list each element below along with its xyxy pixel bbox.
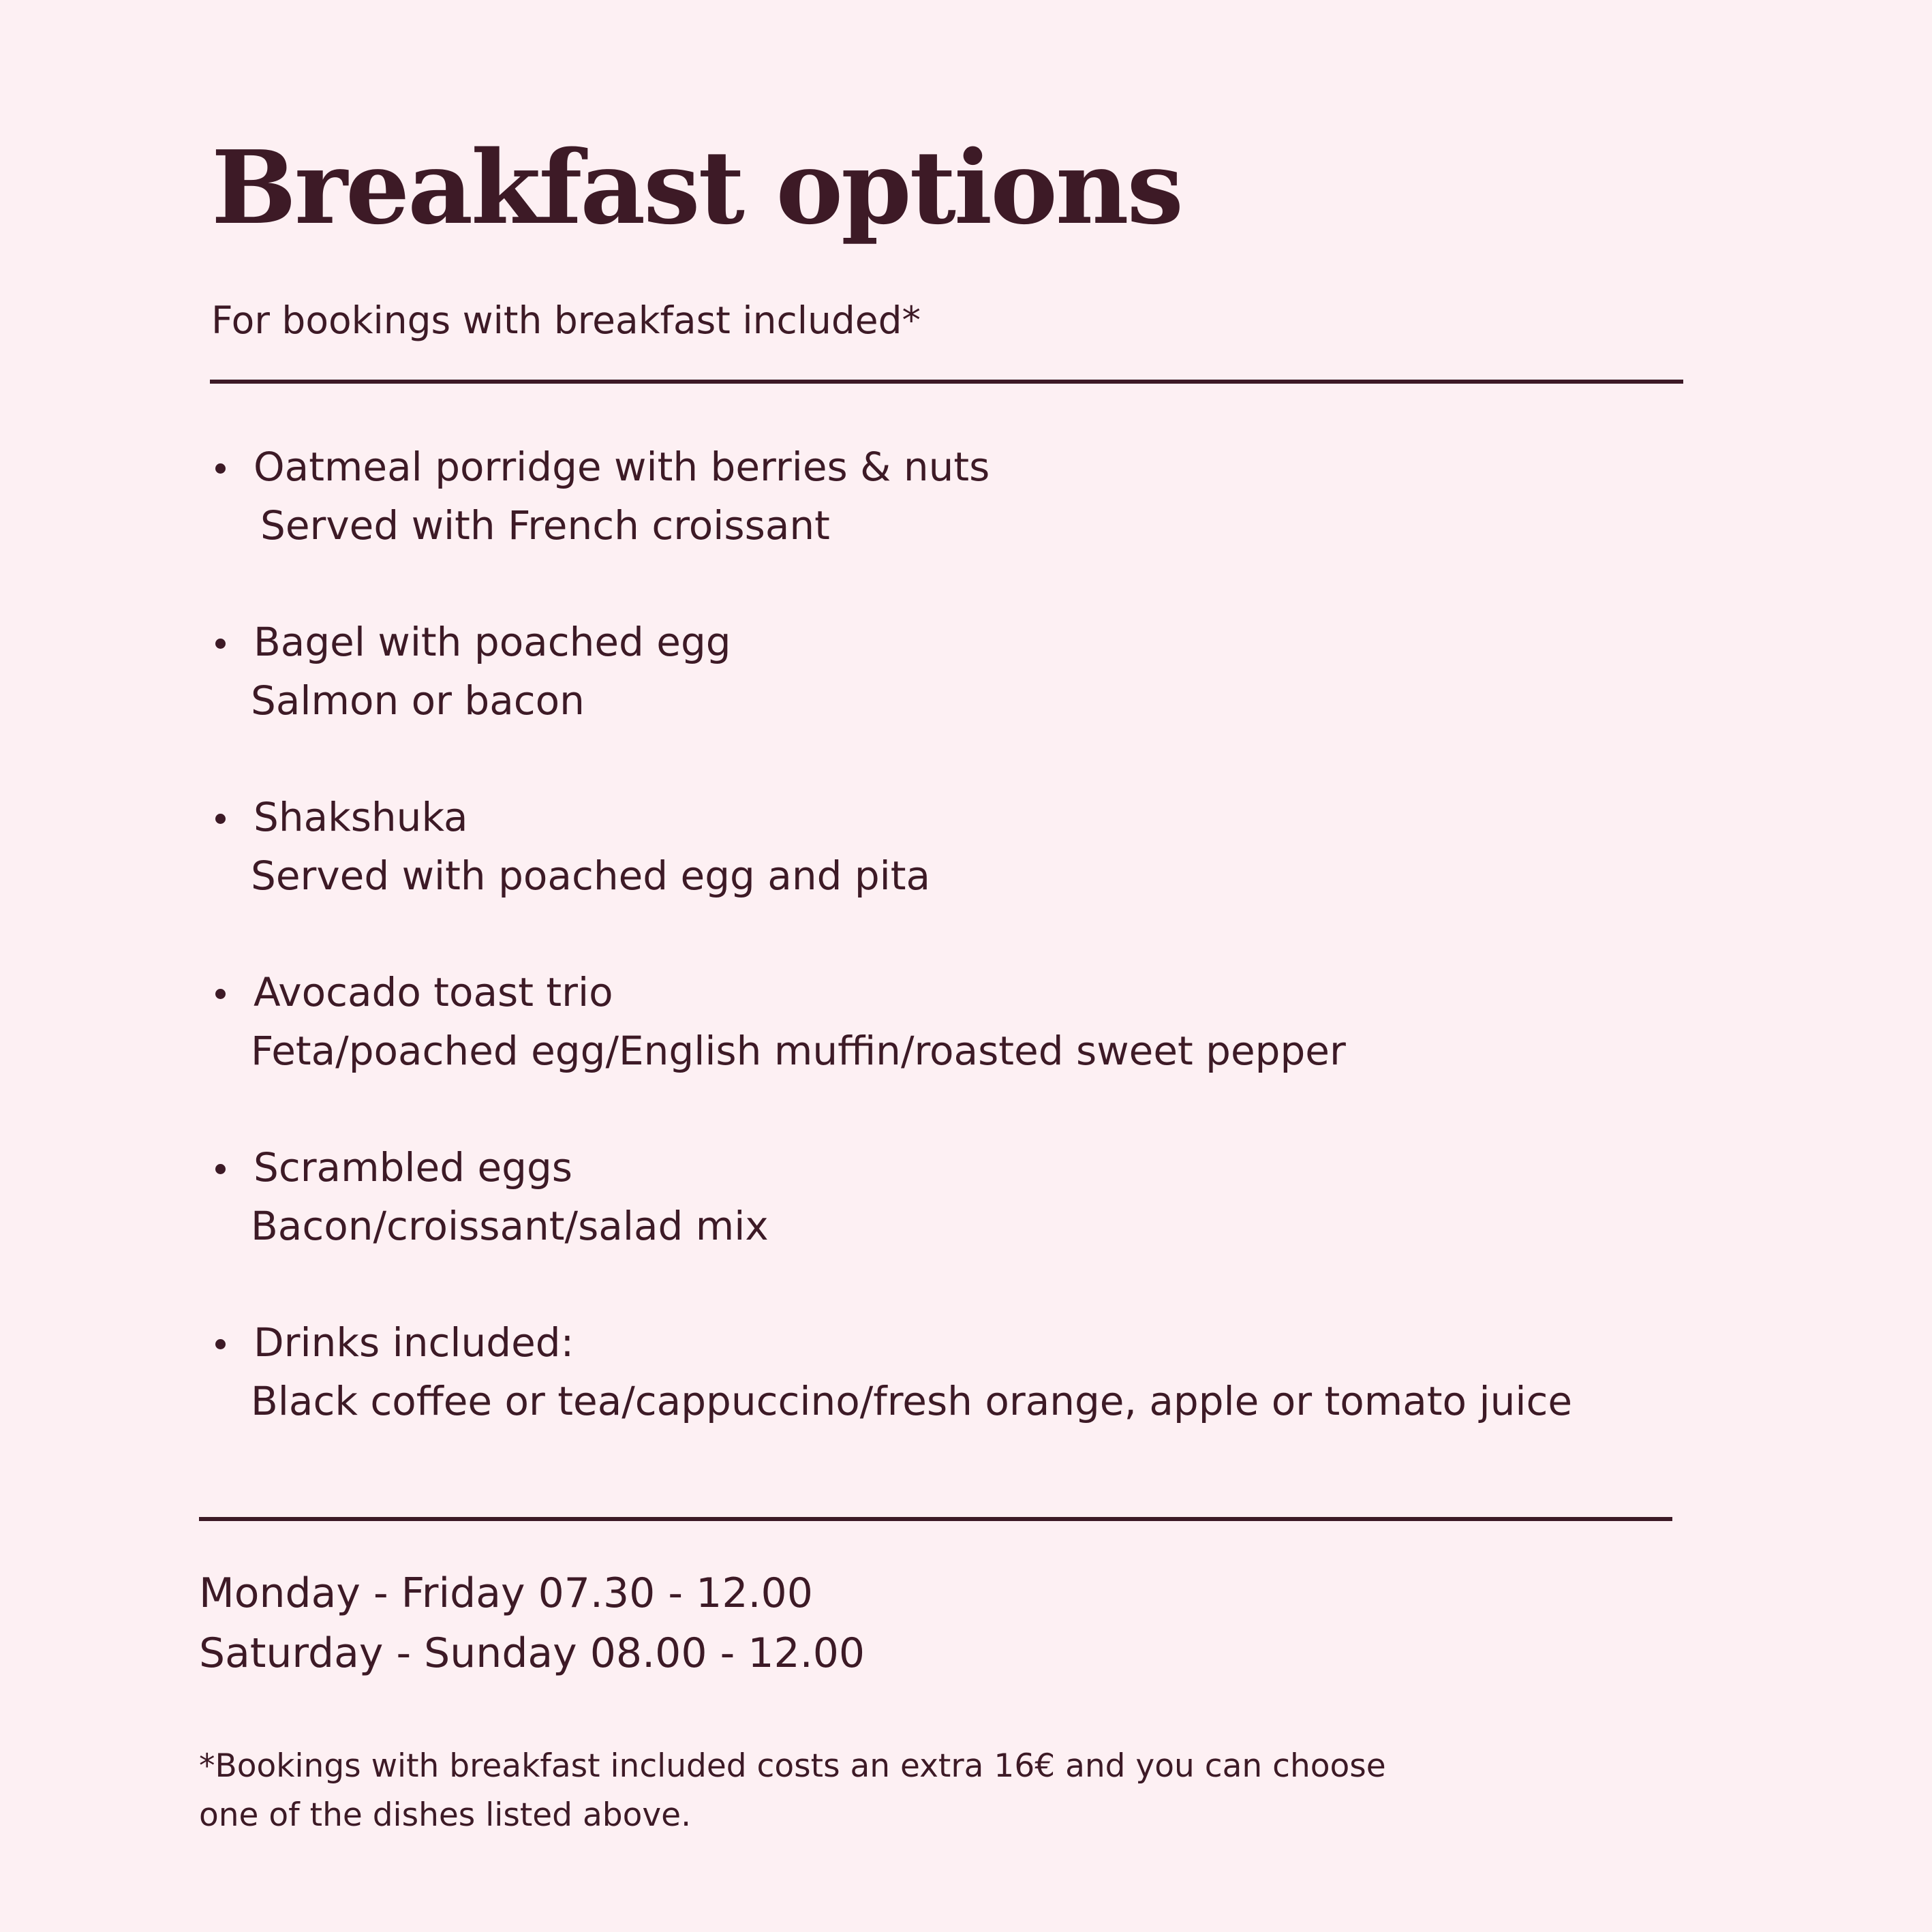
- footnote: [199, 1742, 1426, 1840]
- menu-item-name: Oatmeal porridge with berries & nuts: [254, 444, 990, 490]
- bullet-icon: [215, 814, 226, 824]
- menu-item-name: Scrambled eggs: [254, 1144, 572, 1191]
- menu-item-description: Served with poached egg and pita: [251, 853, 931, 899]
- list-item: [211, 436, 1779, 611]
- hours-weekend: Saturday - Sunday 08.00 - 12.00: [199, 1629, 865, 1677]
- menu-item-name: Drinks included:: [254, 1319, 574, 1366]
- list-item: [211, 1137, 1779, 1312]
- page-subtitle: For bookings with breakfast included*: [211, 298, 921, 342]
- menu-item-description: Bacon/croissant/salad mix: [251, 1203, 769, 1249]
- menu-list: [211, 436, 1779, 1487]
- list-item: [211, 786, 1779, 962]
- hours-weekdays: Monday - Friday 07.30 - 12.00: [199, 1569, 813, 1617]
- menu-item-description: Served with French croissant: [260, 502, 830, 549]
- page-title: Breakfast options: [211, 128, 1182, 247]
- bullet-icon: [215, 1339, 226, 1349]
- menu-item-description: Black coffee or tea/cappuccino/fresh orange, apple or tomato juice: [251, 1378, 1573, 1424]
- menu-item-description: Salmon or bacon: [251, 677, 585, 724]
- menu-item-name: Bagel with poached egg: [254, 619, 731, 665]
- menu-item-description: Feta/poached egg/English muffin/roasted sweet pepper: [251, 1028, 1346, 1074]
- list-item: [211, 962, 1779, 1137]
- bullet-icon: [215, 1164, 226, 1174]
- bullet-icon: [215, 463, 226, 474]
- footnote-line-2: one of the dishes listed above.: [199, 1796, 692, 1834]
- menu-item-name: Avocado toast trio: [254, 969, 613, 1015]
- top-divider: [210, 380, 1683, 384]
- opening-hours: [199, 1563, 865, 1683]
- list-item: [211, 611, 1779, 786]
- bullet-icon: [215, 639, 226, 649]
- list-item: [211, 1312, 1779, 1487]
- bottom-divider: [199, 1517, 1672, 1521]
- bullet-icon: [215, 989, 226, 999]
- menu-item-name: Shakshuka: [254, 794, 468, 840]
- footnote-line-1: *Bookings with breakfast included costs an extra 16€ and you can choose: [199, 1747, 1386, 1785]
